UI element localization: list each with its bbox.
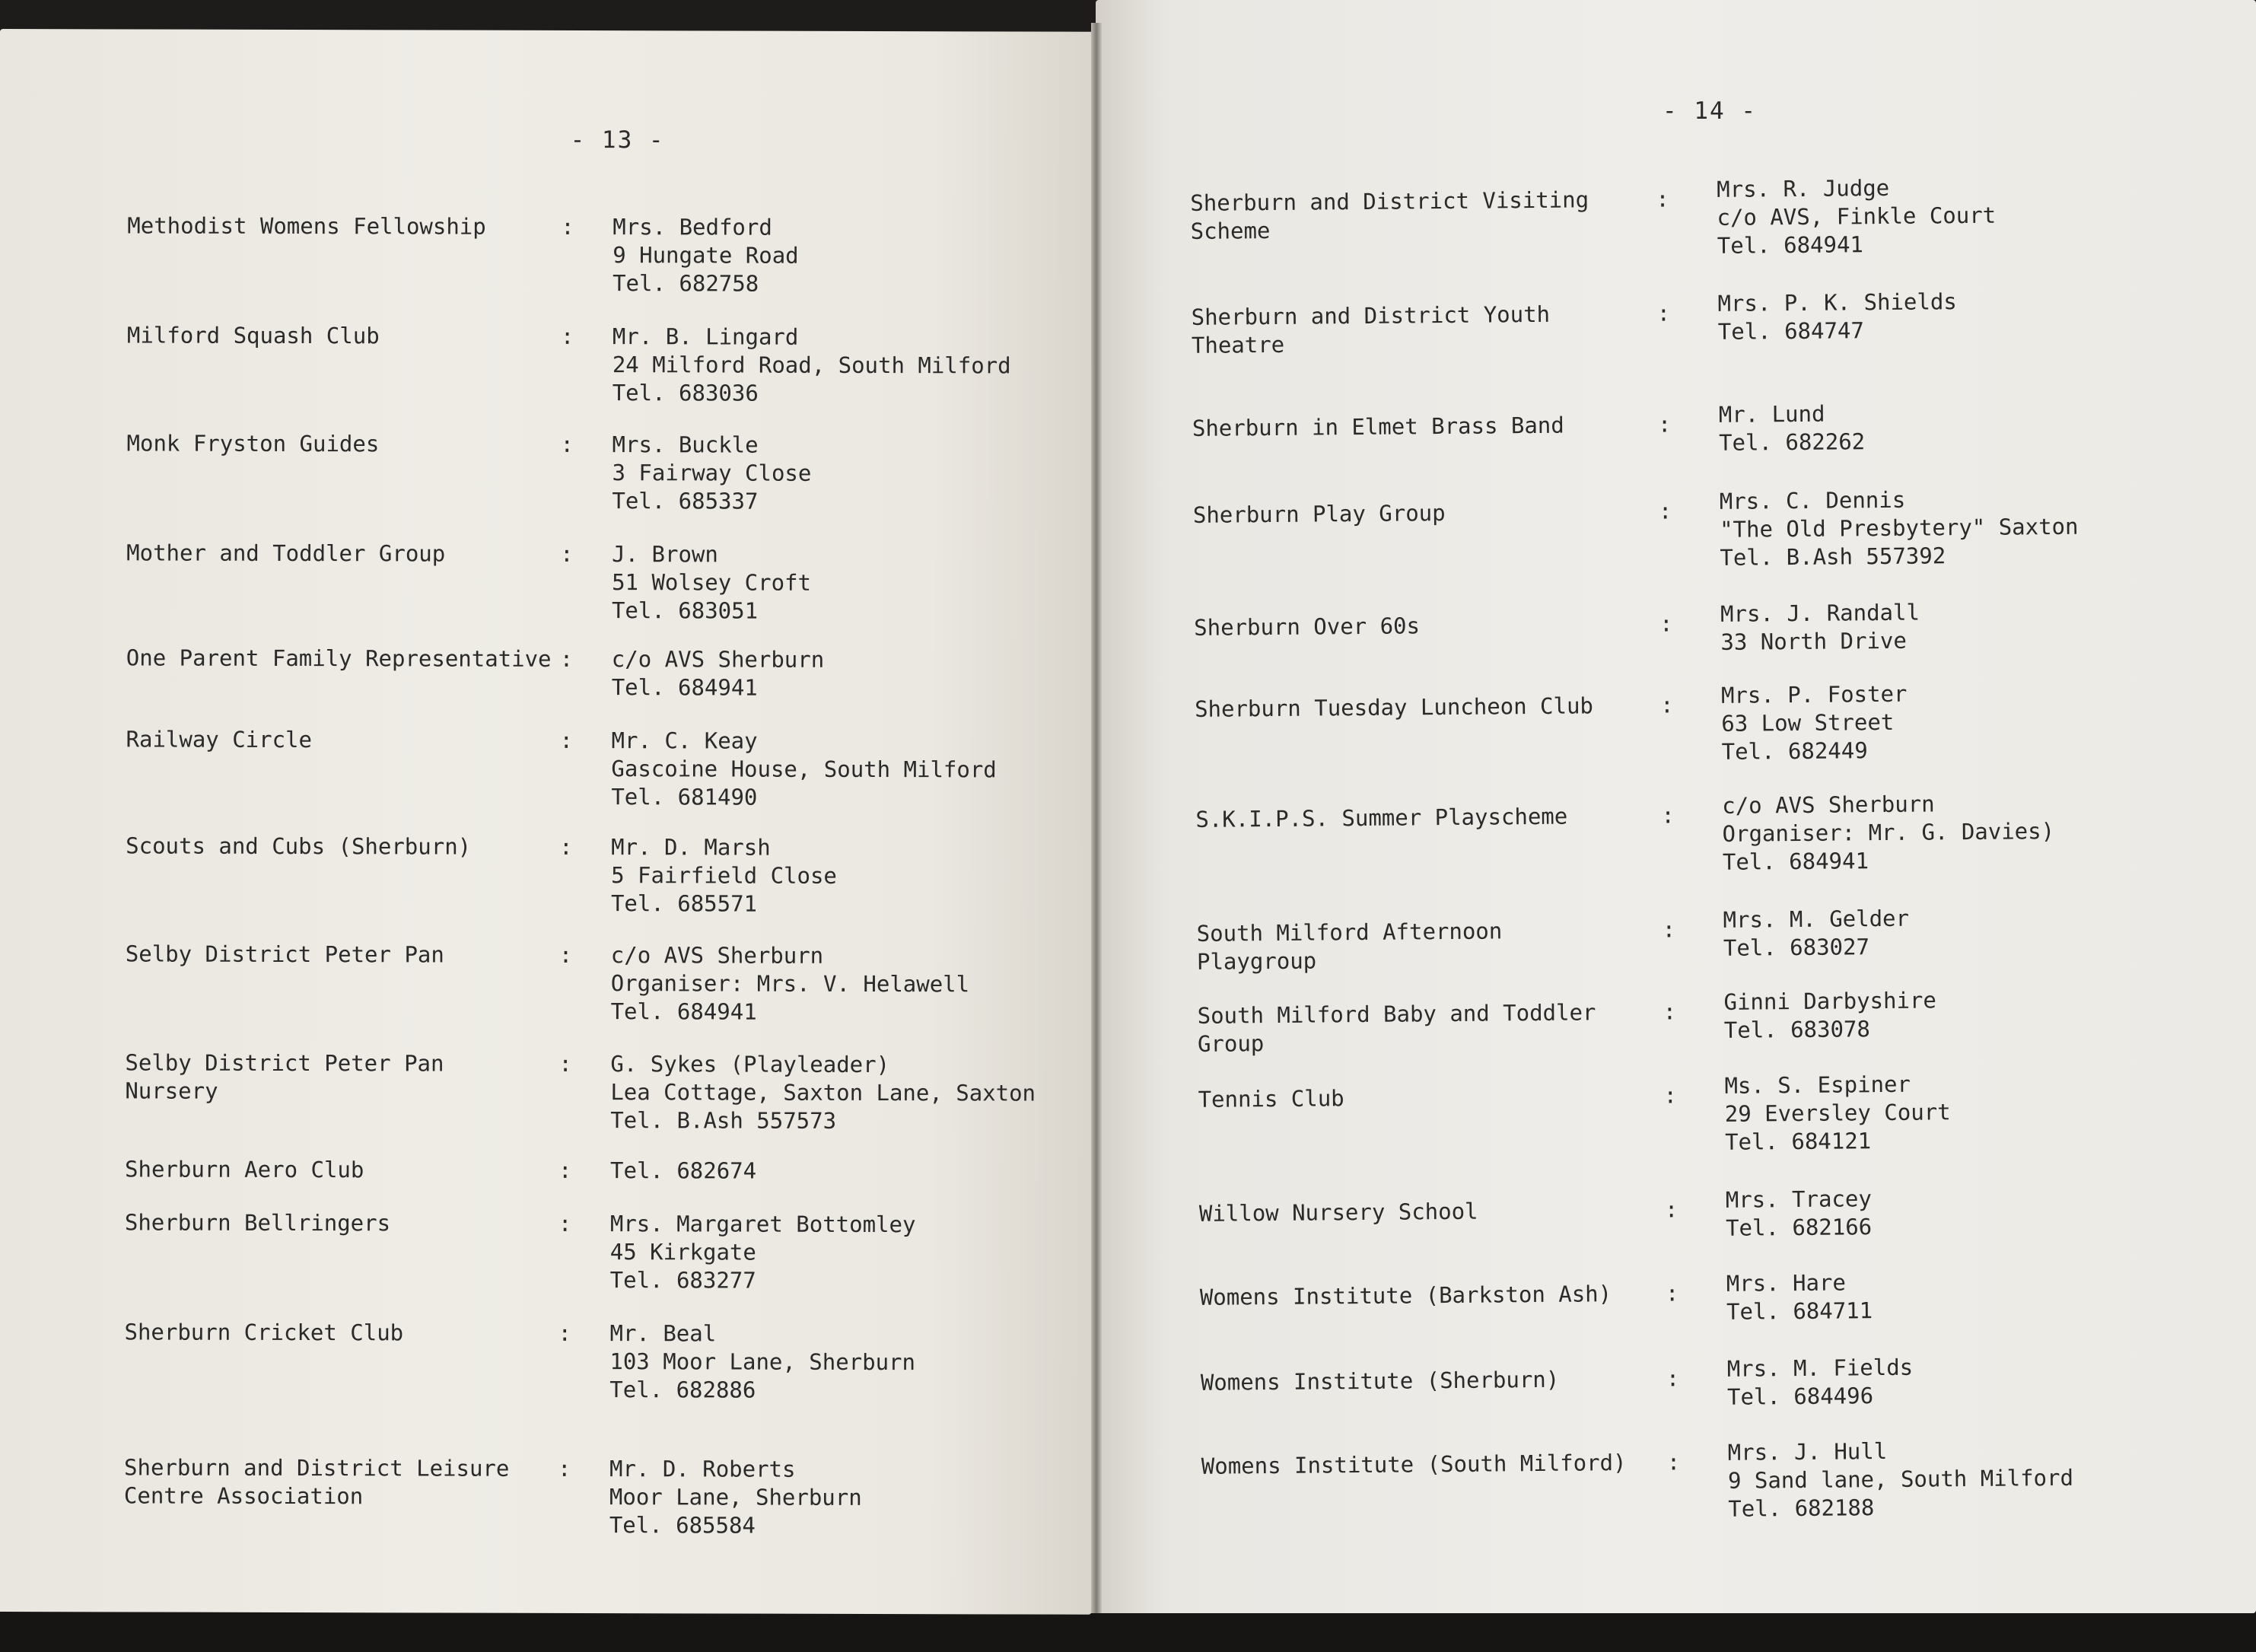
organization-name-line: Womens Institute (Barkston Ash) — [1199, 1281, 1612, 1310]
left-page — [0, 29, 1096, 1615]
organization-name — [127, 321, 380, 350]
separator-colon: : — [559, 645, 574, 672]
contact-line: 3 Fairway Close — [612, 460, 812, 486]
separator-colon: : — [559, 727, 574, 753]
contact-line: Tel. 682758 — [613, 270, 759, 297]
contact-line: Mrs. M. Gelder — [1723, 905, 1910, 933]
separator-colon: : — [558, 1210, 572, 1237]
organization-name — [125, 1208, 390, 1237]
organization-name-line: Monk Fryston Guides — [126, 430, 380, 457]
organization-name-line: Selby District Peter Pan — [125, 941, 444, 968]
organization-name — [1192, 412, 1564, 443]
contact-line: Mr. Lund — [1718, 400, 1825, 428]
contact-line: Mrs. P. Foster — [1720, 680, 1908, 708]
organization-name — [126, 539, 445, 568]
contact-line: Tel. 685337 — [612, 488, 759, 514]
contact-line: c/o AVS Sherburn — [611, 646, 825, 673]
contact-details — [1727, 1354, 1914, 1412]
separator-colon: : — [1656, 300, 1671, 326]
contact-details — [1722, 789, 2054, 877]
separator-colon: : — [558, 941, 573, 968]
organization-name — [1193, 499, 1446, 530]
contact-details — [613, 323, 1011, 408]
contact-line: Tel. 684941 — [1717, 231, 1864, 259]
contact-line: Tel. 684711 — [1726, 1297, 1873, 1325]
separator-colon: : — [1659, 610, 1673, 637]
contact-line: G. Sykes (Playleader) — [610, 1051, 890, 1078]
right-page — [1096, 0, 2256, 1613]
separator-colon: : — [560, 540, 574, 567]
organization-name — [1198, 1084, 1344, 1114]
contact-line: Mr. Beal — [609, 1320, 717, 1347]
separator-colon: : — [1657, 411, 1672, 438]
organization-name-line: Sherburn Over 60s — [1194, 613, 1421, 641]
contact-line: c/o AVS, Finkle Court — [1717, 202, 1997, 231]
contact-line: Mrs. Tracey — [1725, 1186, 1872, 1213]
organization-name — [1195, 803, 1567, 834]
contact-details — [612, 645, 825, 702]
organization-name-line: Womens Institute (Sherburn) — [1200, 1366, 1560, 1396]
organization-name-line: Group — [1197, 1030, 1265, 1057]
organization-name-line: One Parent Family Representative — [126, 645, 552, 672]
organization-name — [1197, 917, 1503, 976]
contact-line: Mr. C. Keay — [611, 727, 758, 754]
contact-line: Tel. B.Ash 557392 — [1720, 543, 1946, 571]
contact-details — [612, 540, 811, 625]
separator-colon: : — [558, 1050, 572, 1077]
contact-line: J. Brown — [612, 541, 718, 568]
organization-name — [1194, 612, 1420, 642]
organization-name — [1199, 1198, 1478, 1228]
organization-name-line: S.K.I.P.S. Summer Playscheme — [1195, 803, 1568, 832]
contact-line: Mrs. M. Fields — [1726, 1354, 1914, 1382]
contact-details — [610, 1210, 916, 1295]
organization-name — [1201, 1449, 1627, 1481]
contact-line: Tel. 683027 — [1723, 934, 1870, 961]
contact-details — [613, 213, 799, 298]
contact-details — [611, 727, 997, 812]
contact-details — [610, 1050, 1036, 1135]
contact-details — [1719, 399, 1866, 457]
contact-line: Organiser: Mr. G. Davies) — [1722, 818, 2055, 847]
table-surface — [0, 1606, 2256, 1652]
contact-line: Organiser: Mrs. V. Helawell — [610, 970, 970, 998]
contact-line: Tel. 683036 — [612, 380, 759, 406]
organization-name — [126, 832, 471, 861]
contact-details — [609, 1319, 915, 1405]
organization-name-line: Sherburn and District Leisure — [124, 1454, 510, 1482]
separator-colon: : — [1666, 1365, 1680, 1392]
contact-line: Tel. 683078 — [1723, 1016, 1871, 1043]
contact-line: 5 Fairfield Close — [611, 862, 837, 889]
contact-line: Tel. 684496 — [1726, 1383, 1874, 1410]
contact-line: Tel. B.Ash 557573 — [610, 1107, 837, 1134]
organization-name — [124, 1453, 510, 1510]
contact-details — [1723, 986, 1936, 1044]
organization-name — [125, 1155, 364, 1184]
organization-name — [126, 725, 313, 754]
contact-details — [1724, 1070, 1951, 1157]
contact-line: Tel. 682188 — [1728, 1494, 1875, 1522]
organization-name — [1201, 1366, 1560, 1397]
organization-name-line: Playgroup — [1196, 947, 1317, 975]
separator-colon: : — [558, 1455, 571, 1482]
contact-line: Tel. 684121 — [1724, 1128, 1872, 1155]
separator-colon: : — [558, 1319, 572, 1346]
contact-details — [1717, 173, 1997, 260]
separator-colon: : — [1663, 1082, 1678, 1109]
organization-name-line: Mother and Toddler Group — [126, 540, 446, 567]
contact-line: 24 Milford Road, South Milford — [612, 352, 1011, 379]
contact-line: Tel. 684941 — [611, 674, 758, 701]
contact-line: 45 Kirkgate — [609, 1239, 756, 1265]
contact-line: Mr. D. Marsh — [611, 834, 771, 861]
contact-details — [1723, 905, 1909, 963]
contact-line: 103 Moor Lane, Sherburn — [609, 1348, 916, 1376]
contact-details — [1726, 1268, 1873, 1326]
separator-colon: : — [559, 833, 573, 860]
organization-name-line: South Milford Afternoon — [1196, 918, 1503, 947]
contact-line: Ginni Darbyshire — [1723, 987, 1937, 1015]
organization-name-line: Milford Squash Club — [126, 322, 380, 349]
separator-colon: : — [1658, 498, 1672, 524]
contact-line: Mrs. Margaret Bottomley — [609, 1211, 916, 1238]
contact-line: Mrs. J. Randall — [1720, 599, 1920, 627]
organization-name — [1191, 301, 1550, 360]
contact-line: Tel. 682674 — [610, 1157, 757, 1184]
contact-details — [1720, 599, 1920, 657]
contact-line: 9 Sand lane, South Milford — [1727, 1464, 2074, 1494]
organization-name-line: Methodist Womens Fellowship — [127, 212, 486, 240]
contact-line: Moor Lane, Sherburn — [609, 1484, 862, 1510]
page-number-left: - 13 - — [570, 126, 665, 154]
organization-name-line: Nursery — [125, 1077, 218, 1104]
organization-name-line: Theatre — [1191, 331, 1285, 358]
organization-name — [1195, 692, 1593, 724]
contact-line: Mrs. R. Judge — [1717, 174, 1890, 202]
contact-line: Mrs. C. Dennis — [1719, 486, 1906, 514]
contact-line: Ms. S. Espiner — [1724, 1071, 1911, 1099]
contact-details — [1717, 288, 1957, 346]
contact-line: Gascoine House, South Milford — [611, 756, 997, 783]
contact-line: Tel. 682886 — [609, 1377, 756, 1403]
contact-line: Mrs. J. Hull — [1727, 1437, 1888, 1466]
contact-line: Mrs. Bedford — [613, 214, 772, 240]
separator-colon: : — [1663, 998, 1677, 1025]
organization-name-line: Sherburn Tuesday Luncheon Club — [1194, 692, 1594, 722]
organization-name-line: Womens Institute (South Milford) — [1201, 1449, 1627, 1479]
contact-line: 33 North Drive — [1720, 627, 1907, 655]
organization-name-line: Scheme — [1190, 218, 1271, 244]
organization-name — [127, 429, 380, 458]
organization-name-line: Railway Circle — [126, 726, 313, 753]
organization-name-line: Selby District Peter Pan — [125, 1049, 444, 1077]
contact-line: Tel. 682262 — [1718, 428, 1866, 456]
contact-line: Tel. 684747 — [1717, 317, 1865, 345]
organization-name-line: Centre Association — [123, 1482, 364, 1510]
contact-details — [612, 431, 811, 516]
separator-colon: : — [1662, 916, 1676, 943]
organization-name-line: Willow Nursery School — [1198, 1198, 1478, 1227]
contact-line: 29 Eversley Court — [1724, 1099, 1951, 1127]
contact-line: Tel. 681490 — [611, 784, 758, 810]
contact-line: Tel. 683051 — [611, 597, 759, 624]
contact-line: c/o AVS Sherburn — [1722, 791, 1935, 819]
contact-line: Tel. 685571 — [610, 890, 758, 917]
organization-name — [124, 1318, 403, 1347]
contact-line: "The Old Presbytery" Saxton — [1719, 513, 2079, 543]
organization-name-line: Tennis Club — [1198, 1085, 1344, 1112]
separator-colon: : — [560, 323, 574, 349]
contact-line: Mrs. P. K. Shields — [1717, 288, 1957, 317]
contact-line: Tel. 682449 — [1721, 737, 1868, 765]
contact-line: 9 Hungate Road — [613, 242, 799, 269]
separator-colon: : — [560, 431, 574, 457]
contact-line: Mrs. Hare — [1726, 1269, 1847, 1297]
separator-colon: : — [561, 213, 574, 240]
organization-name — [126, 940, 444, 969]
organization-name — [1190, 186, 1589, 246]
separator-colon: : — [1661, 802, 1675, 829]
separator-colon: : — [1659, 692, 1674, 718]
contact-line: Tel. 685584 — [609, 1512, 756, 1539]
contact-line: Tel. 683277 — [609, 1267, 756, 1294]
contact-details — [611, 941, 970, 1027]
contact-line: Mr. B. Lingard — [612, 323, 799, 350]
organization-name-line: South Milford Baby and Toddler — [1197, 999, 1596, 1029]
contact-details — [610, 1157, 756, 1186]
contact-details — [1721, 680, 1908, 766]
contact-line: Lea Cottage, Saxton Lane, Saxton — [610, 1079, 1036, 1106]
organization-name-line: Sherburn and District Youth — [1191, 301, 1551, 330]
organization-name-line: Sherburn Bellringers — [124, 1209, 391, 1237]
contact-line: Mr. D. Roberts — [609, 1456, 796, 1482]
organization-name — [125, 1049, 444, 1106]
organization-name-line: Sherburn and District Visiting — [1190, 186, 1589, 216]
separator-colon: : — [1664, 1196, 1678, 1223]
contact-line: c/o AVS Sherburn — [610, 942, 824, 969]
right-entry-list — [1096, 0, 2256, 1613]
separator-colon: : — [558, 1157, 572, 1183]
contact-details — [609, 1455, 862, 1540]
organization-name-line: Scouts and Cubs (Sherburn) — [126, 832, 472, 860]
contact-details — [611, 833, 837, 918]
organization-name — [1197, 998, 1596, 1058]
contact-line: Tel. 682166 — [1725, 1214, 1873, 1241]
contact-details — [1720, 485, 2079, 572]
organization-name-line: Sherburn Cricket Club — [124, 1319, 404, 1346]
organization-name-line: Sherburn Aero Club — [125, 1156, 364, 1183]
contact-line: Tel. 684941 — [610, 998, 757, 1025]
page-number-right: - 14 - — [1663, 97, 1757, 125]
organization-name — [127, 212, 486, 240]
contact-line: Tel. 684941 — [1722, 848, 1869, 875]
organization-name — [1200, 1280, 1612, 1312]
organization-name — [126, 644, 552, 673]
contact-line: Mrs. Buckle — [612, 431, 759, 458]
contact-details — [1728, 1436, 2074, 1523]
separator-colon: : — [1665, 1280, 1679, 1307]
organization-name-line: Sherburn in Elmet Brass Band — [1192, 412, 1564, 441]
separator-colon: : — [1666, 1449, 1681, 1475]
contact-line: 51 Wolsey Croft — [612, 569, 812, 596]
book-spine — [1091, 23, 1102, 1613]
contact-line: 63 Low Street — [1721, 708, 1895, 737]
contact-details — [1726, 1185, 1873, 1243]
organization-name-line: Sherburn Play Group — [1192, 500, 1446, 528]
separator-colon: : — [1656, 186, 1669, 212]
